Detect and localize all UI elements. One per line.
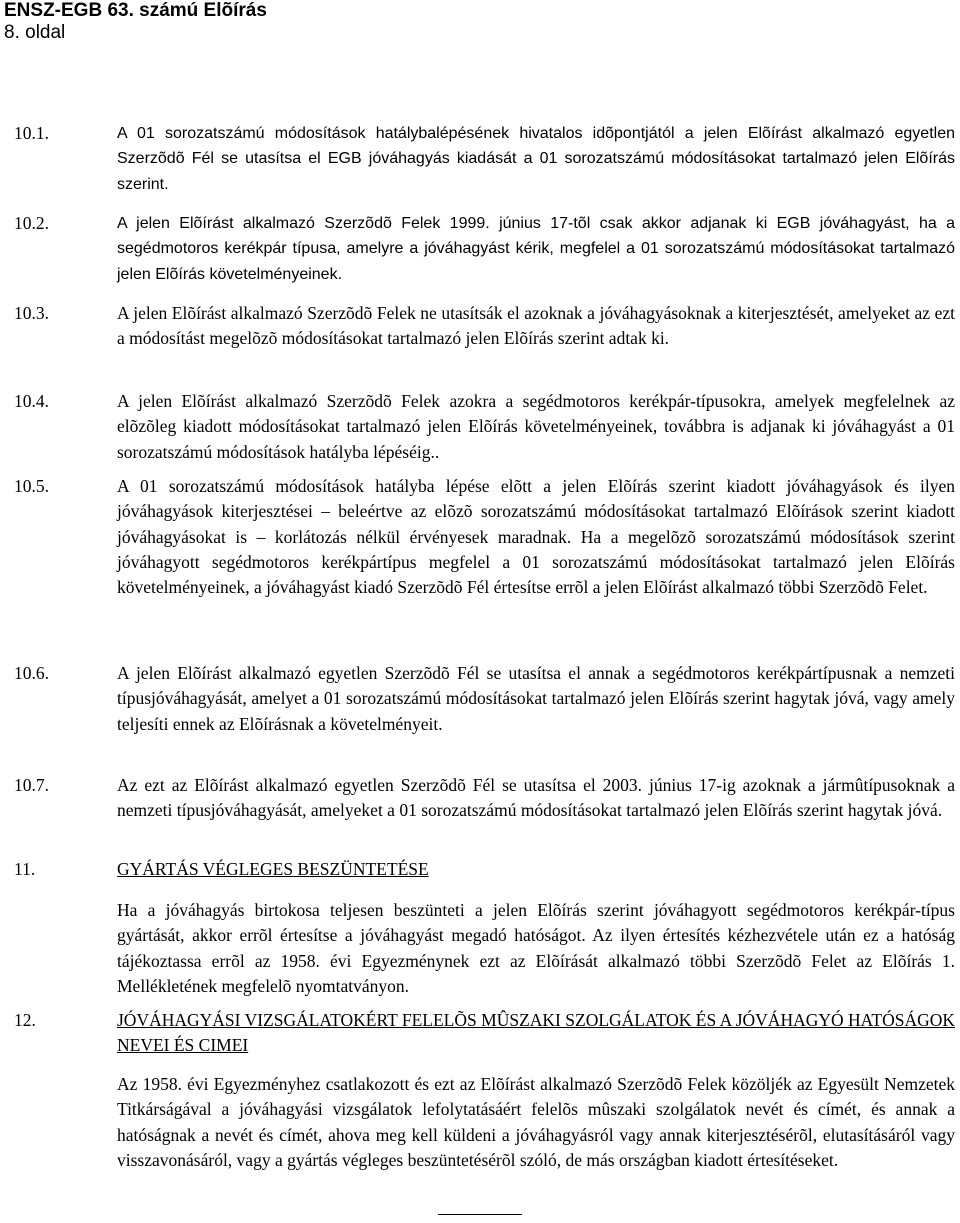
section-number: 10.6.	[14, 663, 49, 683]
section-text: A 01 sorozatszámú módosítások hatálybalépésének hivatalos idõpontjától a jelen Elõírást alkalmazó egyetlen Szerzõdõ Fél se utasítsa el EGB jóváhagyás kiadását a 01 sorozatszámú módosításokat tartalmazó jelen Elõírás szerint.	[117, 125, 955, 193]
section-number: 10.4.	[14, 391, 49, 411]
section-number: 12.	[14, 1010, 36, 1030]
section-text: Az 1958. évi Egyezményhez csatlakozott és ezt az Elõírást alkalmazó Szerzõdõ Felek közöljék az Egyesült Nemzetek Titkárságával a jóváhagyási vizsgálatok lefolytatásáért felelõs mûszaki szolgálatok nevét és címét, és annak a hatóságnak a nevét és címét, ahova meg kell küldeni a jóváhagyásról vagy annak kiterjesztésérõl, elutasításáról vagy visszavonásáról, vagy a gyártás végleges beszüntetésérõl szóló, de más országban kiadott értesítéseket.	[117, 1074, 955, 1170]
section-text: Ha a jóváhagyás birtokosa teljesen beszünteti a jelen Elõírás szerint jóváhagyott segédmotoros kerékpár-típus gyártását, akkor errõl értesítse a jóváhagyást megadó hatóságot. Az ilyen értesítés kézhezvétele után ez a hatóság tájékoztassa errõl az 1958. évi Egyezménynek ezt az Elõírását alkalmazó többi Szerzõdõ Felet az Elõírás 1. Mellékletének megfelelõ nyomtatványon.	[117, 900, 955, 996]
section-text: A jelen Elõírást alkalmazó Szerzõdõ Felek azokra a segédmotoros kerékpár-típusokra, amelyek megfelelnek az elõzõleg kiadott módosításokat tartalmazó jelen Elõírás követelményeinek, továbbra is adjanak ki jóváhagyást a 01 sorozatszámú módosítások hatályba lépéséig..	[117, 391, 955, 462]
section-number: 11.	[14, 859, 36, 879]
section-heading: GYÁRTÁS VÉGLEGES BESZÜNTETÉSE	[117, 859, 429, 879]
section-text: A jelen Elõírást alkalmazó egyetlen Szerzõdõ Fél se utasítsa el annak a segédmotoros kerékpártípusnak a nemzeti típusjóváhagyását, amelyet a 01 sorozatszámú módosításokat tartalmazó jelen Elõírás szerint hagytak jóvá, vagy amely teljesíti ennek az Elõírásnak a követelményeit.	[117, 663, 955, 734]
section-text: A jelen Elõírást alkalmazó Szerzõdõ Felek ne utasítsák el azoknak a jóváhagyásoknak a kiterjesztését, amelyeket az ezt a módosítást megelõzõ módosításokat tartalmazó jelen Elõírás szerint adtak ki.	[117, 303, 955, 349]
section-number: 10.2.	[14, 213, 49, 233]
section-number: 10.3.	[14, 303, 49, 323]
end-separator-line	[438, 1214, 522, 1215]
section-number: 10.7.	[14, 775, 49, 795]
section-text: A 01 sorozatszámú módosítások hatályba lépése elõtt a jelen Elõírás szerint kiadott jóváhagyások és ilyen jóváhagyások kiterjesztései – beleértve az elõzõ sorozatszámú módosításokat tartalmazó Elõírások szerint kiadott jóváhagyásokat is – korlátozás nélkül érvényesek maradnak. Ha a megelõzõ sorozatszámú módosítások szerint jóváhagyott segédmotoros kerékpártípus megfelel a 01 sorozatszámú módosításokat tartalmazó jelen Elõírás követelményeinek, a jóváhagyást kiadó Szerzõdõ Fél értesítse errõl a jelen Elõírást alkalmazó többi Szerzõdõ Felet.	[117, 476, 955, 598]
section-text: A jelen Elõírást alkalmazó Szerzõdõ Felek 1999. június 17-tõl csak akkor adjanak ki EGB jóváhagyást, ha a segédmotoros kerékpár típusa, amelyre a jóváhagyást kérik, megfelel a 01 sorozatszámú módosításokat tartalmazó jelen Elõírás követelményeinek.	[117, 215, 955, 283]
section-heading: JÓVÁHAGYÁSI VIZSGÁLATOKÉRT FELELÕS MÛSZAKI SZOLGÁLATOK ÉS A JÓVÁHAGYÓ HATÓSÁGOK NEVEI ÉS CIMEI	[117, 1010, 955, 1055]
section-number: 10.1.	[14, 123, 49, 143]
document-title: ENSZ-EGB 63. számú Elõírás	[4, 0, 267, 21]
section-number: 10.5.	[14, 476, 49, 496]
page-header	[4, 0, 267, 44]
page-number: 8. oldal	[4, 22, 66, 43]
section-text: Az ezt az Elõírást alkalmazó egyetlen Szerzõdõ Fél se utasítsa el 2003. június 17-ig azoknak a jármûtípusoknak a nemzeti típusjóváhagyását, amelyeket a 01 sorozatszámú módosításokat tartalmazó jelen Elõírás szerint hagytak jóvá.	[117, 775, 955, 821]
